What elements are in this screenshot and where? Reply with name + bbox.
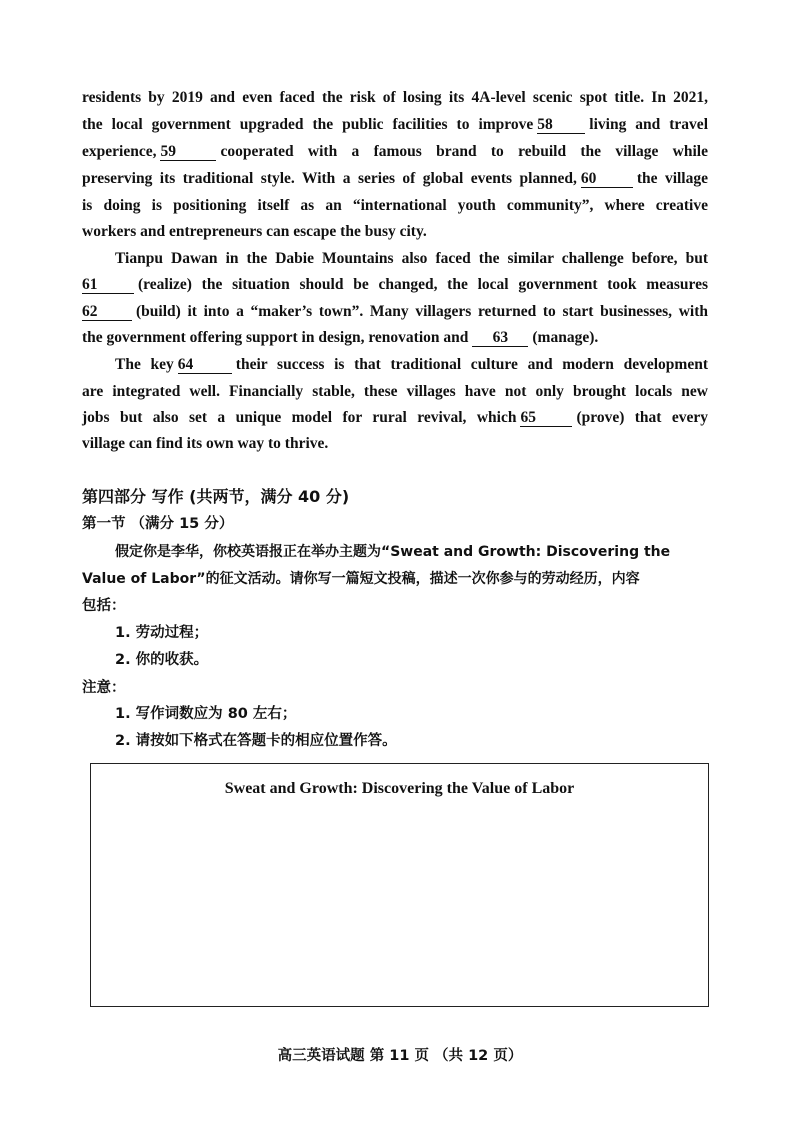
passage-text: cooperated with a famous brand to rebuild the village while: [220, 143, 708, 160]
prompt-line: Value of Labor”的征文活动。请你写一篇短文投稿，描述一次你参与的劳动经历，内容: [82, 571, 640, 587]
passage-text: living and travel: [589, 116, 708, 133]
blank-65[interactable]: 65: [520, 409, 572, 427]
passage-text: preserving its traditional style. With a series of global events planned,: [82, 170, 577, 187]
passage-text: (manage).: [532, 329, 599, 346]
passage-line: workers and entrepreneurs can escape the busy city.: [82, 223, 427, 240]
subsection-title: 第一节 （满分 15 分）: [82, 516, 234, 532]
blank-62[interactable]: 62: [82, 303, 132, 321]
passage-line: [82, 115, 708, 135]
page-footer: 高三英语试题 第 11 页 （共 12 页）: [277, 1048, 523, 1064]
blank-63[interactable]: 63: [472, 329, 528, 347]
passage-line: [115, 355, 708, 375]
passage-line: [82, 302, 708, 322]
prompt-line: 包括：: [82, 598, 126, 614]
note-item-1: 1. 写作词数应为 80 左右；: [115, 706, 297, 722]
passage-text: their success is that traditional culture and modern development: [235, 356, 708, 373]
note-label: 注意：: [82, 680, 126, 696]
passage-line: village can find its own way to thrive.: [82, 435, 329, 452]
answer-box-title: Sweat and Growth: Discovering the Value of Labor: [224, 780, 575, 797]
blank-59[interactable]: 59: [160, 143, 216, 161]
content-item-2: 2. 你的收获。: [115, 652, 209, 668]
blank-58[interactable]: 58: [537, 116, 585, 134]
answer-box[interactable]: [90, 763, 709, 1007]
section-title: 第四部分 写作 (共两节，满分 40 分): [82, 487, 350, 506]
passage-text: (realize) the situation should be changed, the local government took measures: [138, 276, 708, 293]
passage-text: jobs but also set a unique model for rural revival, which: [82, 409, 517, 426]
passage-text: the village: [636, 170, 708, 187]
blank-61[interactable]: 61: [82, 276, 134, 294]
passage-text: experience,: [82, 143, 157, 160]
passage-line: residents by 2019 and even faced the risk of losing its 4A-level scenic spot title. In 2021,: [82, 89, 708, 106]
content-item-1: 1. 劳动过程；: [115, 625, 209, 641]
passage-text: the government offering support in design, renovation and: [82, 329, 469, 346]
passage-line: [82, 408, 708, 428]
note-item-2: 2. 请按如下格式在答题卡的相应位置作答。: [115, 733, 397, 749]
passage-text: The key: [115, 356, 174, 373]
passage-text: (build) it into a “maker’s town”. Many villagers returned to start businesses, with: [136, 303, 708, 320]
passage-line: [82, 169, 708, 189]
passage-text: the local government upgraded the public facilities to improve: [82, 116, 534, 133]
passage-line: [82, 275, 708, 295]
passage-text: (prove) that every: [576, 409, 708, 426]
blank-64[interactable]: 64: [178, 356, 232, 374]
passage-line: [82, 142, 708, 162]
passage-line: [82, 328, 708, 348]
passage-line: Tianpu Dawan in the Dabie Mountains also faced the similar challenge before, but: [115, 250, 708, 267]
passage-line: is doing is positioning itself as an “international youth community”, where creative: [82, 197, 708, 214]
blank-60[interactable]: 60: [581, 170, 633, 188]
passage-line: are integrated well. Financially stable, these villages have not only brought locals new: [82, 383, 708, 400]
prompt-line: 假定你是李华，你校英语报正在举办主题为“Sweat and Growth: Discovering the: [115, 544, 671, 560]
